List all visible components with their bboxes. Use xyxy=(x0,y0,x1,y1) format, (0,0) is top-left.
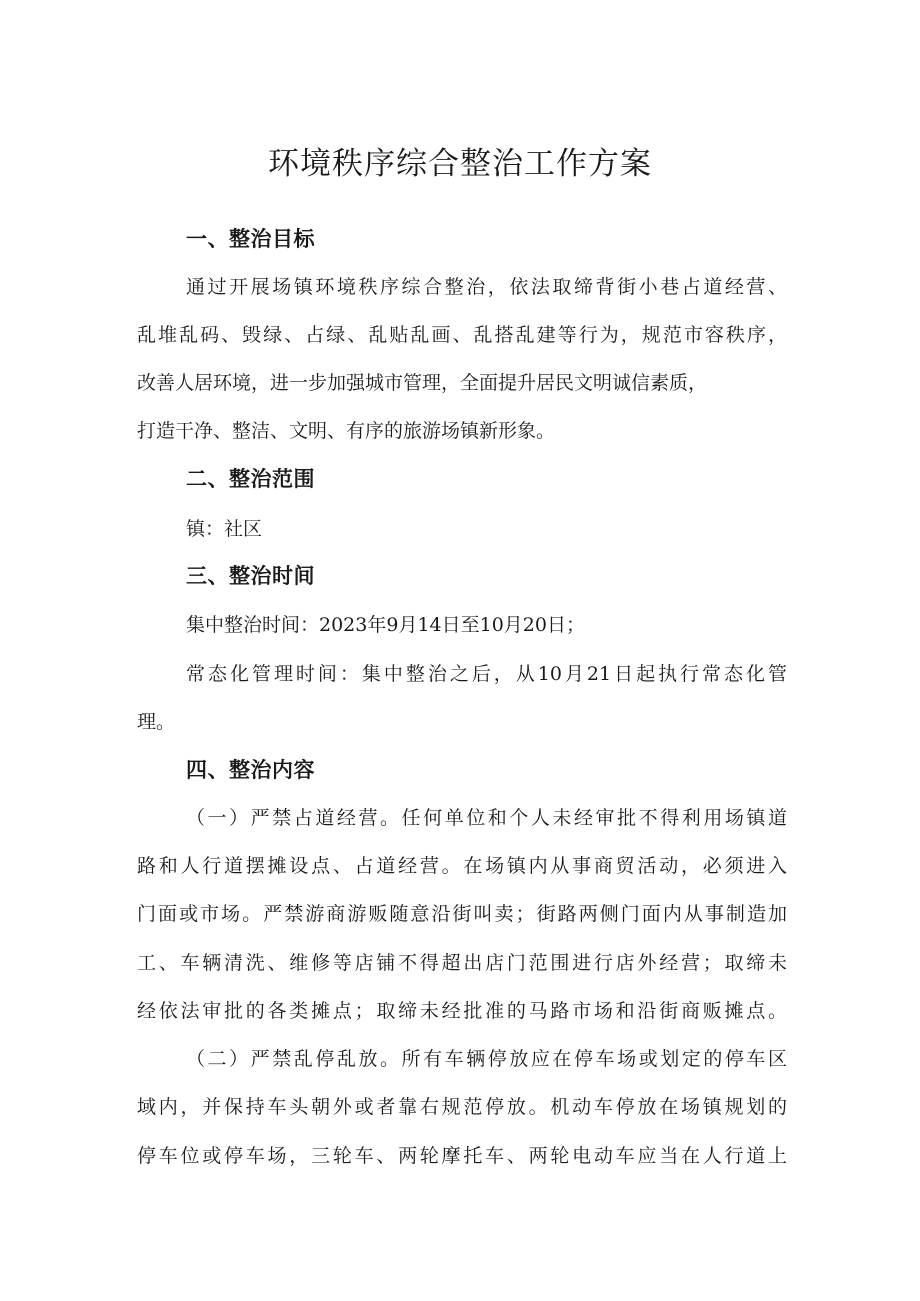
paragraph-line: 域内，并保持车头朝外或者靠右规范停放。机动车停放在场镇规划的 xyxy=(137,1096,787,1118)
paragraph-line: 工、车辆清洗、维修等店铺不得超出店门范围进行店外经营；取缔未 xyxy=(137,952,787,974)
section-heading-goal: 一、整治目标 xyxy=(186,227,315,251)
section-heading-time: 三、整治时间 xyxy=(186,564,315,588)
paragraph-line: 改善人居环境，进一步加强城市管理，全面提升居民文明诚信素质， xyxy=(137,372,708,394)
paragraph-line: 集中整治时间：2023年9月14日至10月20日； xyxy=(186,614,585,636)
paragraph-line: 停车位或停车场，三轮车、两轮摩托车、两轮电动车应当在人行道上 xyxy=(137,1145,787,1167)
paragraph-line: 门面或市场。严禁游商游贩随意沿街叫卖；街路两侧门面内从事制造加 xyxy=(137,903,787,925)
paragraph-line: 理。 xyxy=(137,711,176,733)
paragraph-line: 通过开展场镇环境秩序综合整治，依法取缔背街小巷占道经营、 xyxy=(186,276,787,298)
paragraph-line: 路和人行道摆摊设点、占道经营。在场镇内从事商贸活动，必须进入 xyxy=(137,855,787,877)
document-title: 环境秩序综合整治工作方案 xyxy=(268,146,652,182)
section-heading-scope: 二、整治范围 xyxy=(186,467,315,491)
paragraph-line: （二）严禁乱停乱放。所有车辆停放应在停车场或划定的停车区 xyxy=(186,1048,787,1070)
paragraph-line: （一）严禁占道经营。任何单位和个人未经审批不得利用场镇道 xyxy=(186,807,787,829)
paragraph-line: 常态化管理时间：集中整治之后，从10月21日起执行常态化管 xyxy=(186,663,787,685)
paragraph-line: 镇：社区 xyxy=(186,518,263,540)
paragraph-line: 打造干净、整洁、文明、有序的旅游场镇新形象。 xyxy=(137,420,556,442)
section-heading-content: 四、整治内容 xyxy=(186,758,315,782)
paragraph-line: 乱堆乱码、毁绿、占绿、乱贴乱画、乱搭乱建等行为，规范市容秩序， xyxy=(137,324,787,346)
paragraph-line: 经依法审批的各类摊点；取缔未经批准的马路市场和沿街商贩摊点。 xyxy=(137,1000,787,1022)
